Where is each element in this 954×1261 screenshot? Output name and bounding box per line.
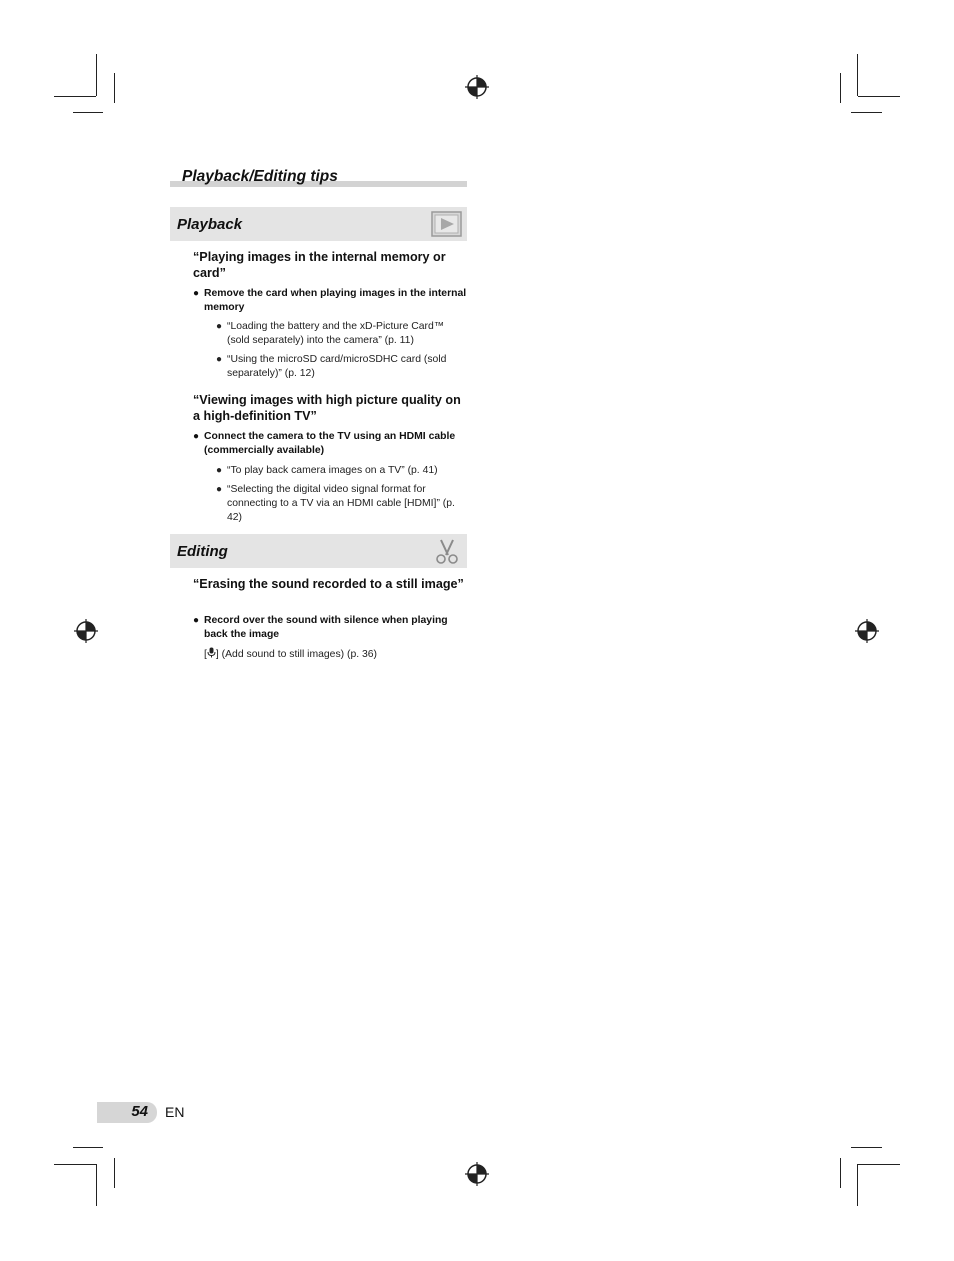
registration-mark-icon bbox=[465, 75, 489, 99]
crop-mark bbox=[54, 96, 96, 97]
bullet-icon: ● bbox=[216, 484, 223, 495]
crop-mark bbox=[114, 1158, 115, 1188]
bullet-icon: ● bbox=[216, 321, 223, 332]
reference-item: ● “Using the microSD card/microSDHC card (sold separately)” (p. 12) bbox=[216, 354, 447, 379]
reference-item: ● “Loading the battery and the xD-Picture Card™ (sold separately) into the camera” (p. 11) bbox=[216, 321, 445, 346]
reference-item: [ ] (Add sound to still images) (p. 36) bbox=[204, 649, 378, 660]
page-number-tab bbox=[97, 1102, 157, 1123]
page-number: 54 bbox=[131, 1103, 148, 1120]
crop-mark bbox=[73, 1147, 103, 1148]
registration-mark-icon bbox=[855, 619, 879, 643]
reference-item: ● “Selecting the digital video signal format for connecting to a TV via an HDMI cable [HDMI]” (p. 42) bbox=[216, 484, 455, 523]
reference-item: ● “To play back camera images on a TV” (p. 41) bbox=[216, 465, 438, 476]
crop-mark bbox=[851, 1147, 882, 1148]
crop-mark bbox=[96, 54, 97, 96]
crop-mark bbox=[851, 112, 882, 113]
bullet-icon: ● bbox=[193, 288, 200, 299]
topic-heading: “Erasing the sound recorded to a still image” bbox=[193, 577, 464, 591]
registration-mark-icon bbox=[465, 1162, 489, 1186]
crop-mark bbox=[840, 73, 841, 103]
section-header-playback bbox=[170, 207, 467, 241]
bullet-icon: ● bbox=[193, 431, 200, 442]
bullet-icon: ● bbox=[216, 465, 223, 476]
crop-mark bbox=[858, 1164, 900, 1165]
registration-mark-icon bbox=[74, 619, 98, 643]
topic-heading: “Playing images in the internal memory or card” bbox=[193, 250, 446, 280]
crop-mark bbox=[840, 1158, 841, 1188]
microphone-icon bbox=[207, 647, 216, 658]
section-title-playback: Playback bbox=[177, 216, 243, 233]
crop-mark bbox=[857, 1164, 858, 1206]
crop-mark bbox=[857, 54, 858, 96]
bullet-icon: ● bbox=[216, 354, 223, 365]
list-item: ● Connect the camera to the TV using an HDMI cable (commercially available) bbox=[193, 431, 456, 456]
language-code: EN bbox=[165, 1104, 185, 1120]
section-header-editing bbox=[170, 534, 467, 568]
topic-heading: “Viewing images with high picture quality on a high-definition TV” bbox=[193, 393, 461, 423]
playback-icon bbox=[431, 211, 462, 237]
crop-mark bbox=[858, 96, 900, 97]
crop-mark bbox=[96, 1164, 97, 1206]
page-title-block bbox=[170, 168, 467, 188]
page-title: Playback/Editing tips bbox=[182, 168, 338, 185]
list-item: ● Remove the card when playing images in the internal memory bbox=[193, 288, 467, 313]
crop-mark bbox=[114, 73, 115, 103]
section-title-editing: Editing bbox=[177, 543, 228, 560]
crop-mark bbox=[54, 1164, 96, 1165]
crop-mark bbox=[73, 112, 103, 113]
list-item: ● Record over the sound with silence when playing back the image bbox=[193, 615, 448, 640]
scissors-icon bbox=[431, 538, 462, 564]
bullet-icon: ● bbox=[193, 615, 200, 626]
